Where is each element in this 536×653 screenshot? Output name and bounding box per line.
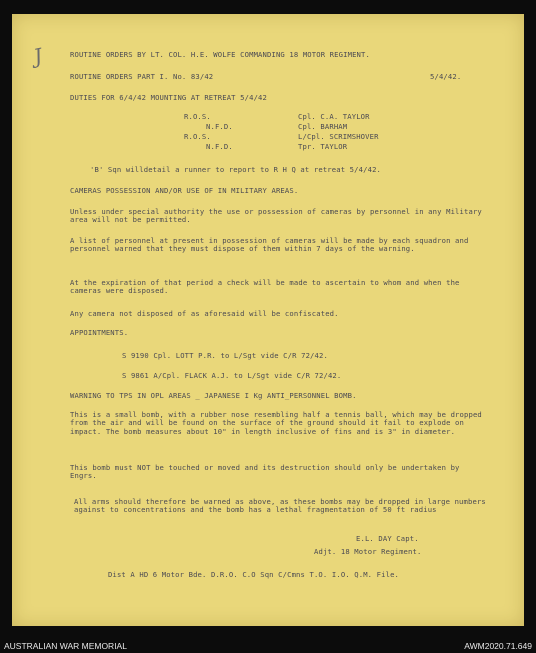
duty-person: L/Cpl. SCRIMSHOVER — [298, 132, 379, 141]
warning-paragraph: All arms should therefore be warned as above, as these bombs may be dropped in large numbers against to concentrations and the bomb has a lethal fragmentation of 50 ft radius — [74, 497, 486, 515]
cameras-paragraph: A list of personnel at present in possession of cameras will be made by each squadron and personnel warned that they must dispose of them within 7 days of the warning. — [70, 236, 469, 254]
warning-paragraph: This bomb must NOT be touched or moved and its destruction should only be undertaken by Engrs. — [70, 463, 460, 481]
duty-person: Cpl. BARHAM — [298, 122, 348, 131]
cameras-paragraph: Unless under special authority the use or possession of cameras by personnel in any Military area will not be permitted. — [70, 207, 482, 225]
signature-title: Adjt. 18 Motor Regiment. — [314, 547, 422, 556]
orders-date: 5/4/42. — [430, 72, 462, 81]
runner-line: 'B' Sqn willdetail a runner to report to R H Q at retreat 5/4/42. — [90, 165, 382, 174]
distribution-line: Dist A HD 6 Motor Bde. D.R.O. C.O Sqn C/Cmns T.O. I.O. Q.M. File. — [108, 570, 400, 579]
warning-heading: WARNING TO TPS IN OPL AREAS _ JAPANESE I Kg ANTI_PERSONNEL BOMB. — [70, 391, 357, 400]
duty-person: Tpr. TAYLOR — [298, 142, 348, 151]
caption-accession-number: AWM2020.71.649 — [464, 641, 532, 651]
duty-role: N.F.D. — [206, 142, 233, 151]
duties-heading: DUTIES FOR 6/4/42 MOUNTING AT RETREAT 5/4/42 — [70, 93, 267, 102]
cameras-paragraph: Any camera not disposed of as aforesaid will be confiscated. — [70, 309, 339, 318]
appointments-heading: APPOINTMENTS. — [70, 328, 129, 337]
duty-person: Cpl. C.A. TAYLOR — [298, 112, 370, 121]
caption-bar — [0, 638, 536, 653]
appointment-line: S 9861 A/Cpl. FLACK A.J. to L/Sgt vide C/R 72/42. — [122, 371, 342, 380]
orders-part: ROUTINE ORDERS PART I. No. 83/42 — [70, 72, 214, 81]
header-line: ROUTINE ORDERS BY LT. COL. H.E. WOLFE COMMANDING 18 MOTOR REGIMENT. — [70, 50, 370, 59]
caption-source: AUSTRALIAN WAR MEMORIAL — [4, 641, 127, 651]
cameras-heading: CAMERAS POSSESSION AND/OR USE OF IN MILITARY AREAS. — [70, 186, 299, 195]
cameras-paragraph: At the expiration of that period a check will be made to ascertain to whom and when the cameras were disposed. — [70, 278, 460, 296]
duty-role: N.F.D. — [206, 122, 233, 131]
warning-paragraph: This is a small bomb, with a rubber nose resembling half a tennis ball, which may be dropped from the air and will be found on the surface of the ground should it fail to explode on impact. The bomb measures about 10" in length inclusive of fins and is 3" in diameter. — [70, 410, 482, 436]
document-page — [12, 14, 524, 626]
handwritten-mark: J — [31, 43, 45, 69]
appointment-line: S 9190 Cpl. LOTT P.R. to L/Sgt vide C/R 72/42. — [122, 351, 328, 360]
duty-role: R.O.S. — [184, 112, 211, 121]
duty-role: R.O.S. — [184, 132, 211, 141]
signature-name: E.L. DAY Capt. — [356, 534, 419, 543]
